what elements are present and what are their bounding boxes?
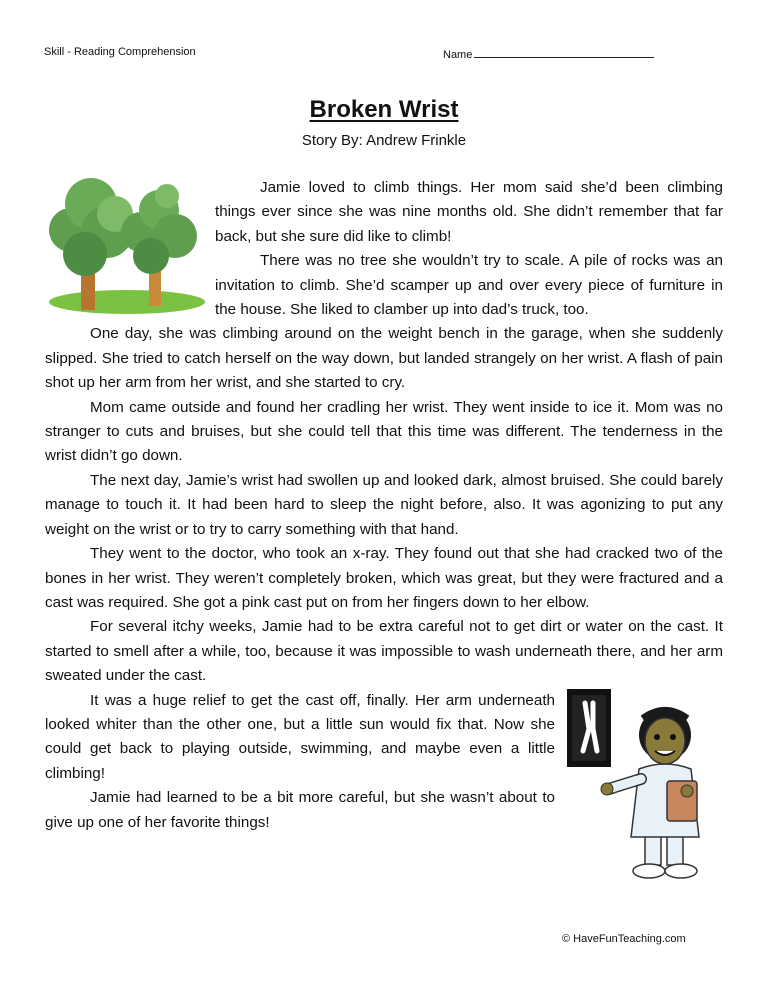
paragraph: It was a huge relief to get the cast off, finally. Her arm underneath looked whiter than the other one, but a little sun would fix that. Now she could get back to playing outside, swimming, and maybe even a little climbing! [45, 691, 555, 782]
paragraph: Mom came outside and found her cradling her wrist. They went inside to ice it. Mom was no stranger to cuts and bruises, but she could tell that this time was different. The tenderness in the wrist didn’t go down. [45, 398, 723, 465]
doctor-xray-illustration [563, 689, 723, 879]
name-field [443, 46, 654, 61]
skill-label: Skill - Reading Comprehension [44, 46, 196, 58]
paragraph: One day, she was climbing around on the weight bench in the garage, when she suddenly slipped. She tried to catch herself on the way down, but landed strangely on her wrist. A flash of pain shot up her arm from her wrist, and she started to cry. [45, 325, 723, 392]
story-title: Broken Wrist [309, 96, 459, 123]
copyright-footer: © HaveFunTeaching.com [562, 933, 686, 945]
paragraph: Jamie loved to climb things. Her mom said she’d been climbing things ever since she was nine months old. She didn’t remember that far back, but she sure did like to climb! [215, 179, 723, 245]
paragraph: There was no tree she wouldn’t try to scale. A pile of rocks was an invitation to climb. She’d scamper up and over every piece of furniture in the house. She liked to clamber up into dad’s truck, too. [215, 252, 723, 319]
paragraph: They went to the doctor, who took an x-ray. They found out that she had cracked two of the bones in her wrist. They weren’t completely broken, which was great, but they were fractured and a cast was required. She got a pink cast put on from her fingers down to her elbow. [45, 545, 723, 611]
name-label: Name [443, 49, 473, 61]
trees-illustration [47, 170, 207, 316]
name-blank-line [474, 46, 654, 58]
story-body [45, 176, 723, 879]
paragraph: Jamie had learned to be a bit more careful, but she wasn’t about to give up one of her favorite things! [45, 789, 555, 831]
story-byline: Story By: Andrew Frinkle [301, 132, 467, 149]
paragraph: The next day, Jamie’s wrist had swollen up and looked dark, almost bruised. She could barely manage to touch it. It had been hard to sleep the night before, also. It was agonizing to put any weight on the wrist or to try to carry something with that hand. [45, 471, 723, 538]
paragraph: For several itchy weeks, Jamie had to be extra careful not to get dirt or water on the cast. It started to smell after a while, too, because it was impossible to wash underneath there, and her arm sweated under the cast. [45, 618, 723, 685]
